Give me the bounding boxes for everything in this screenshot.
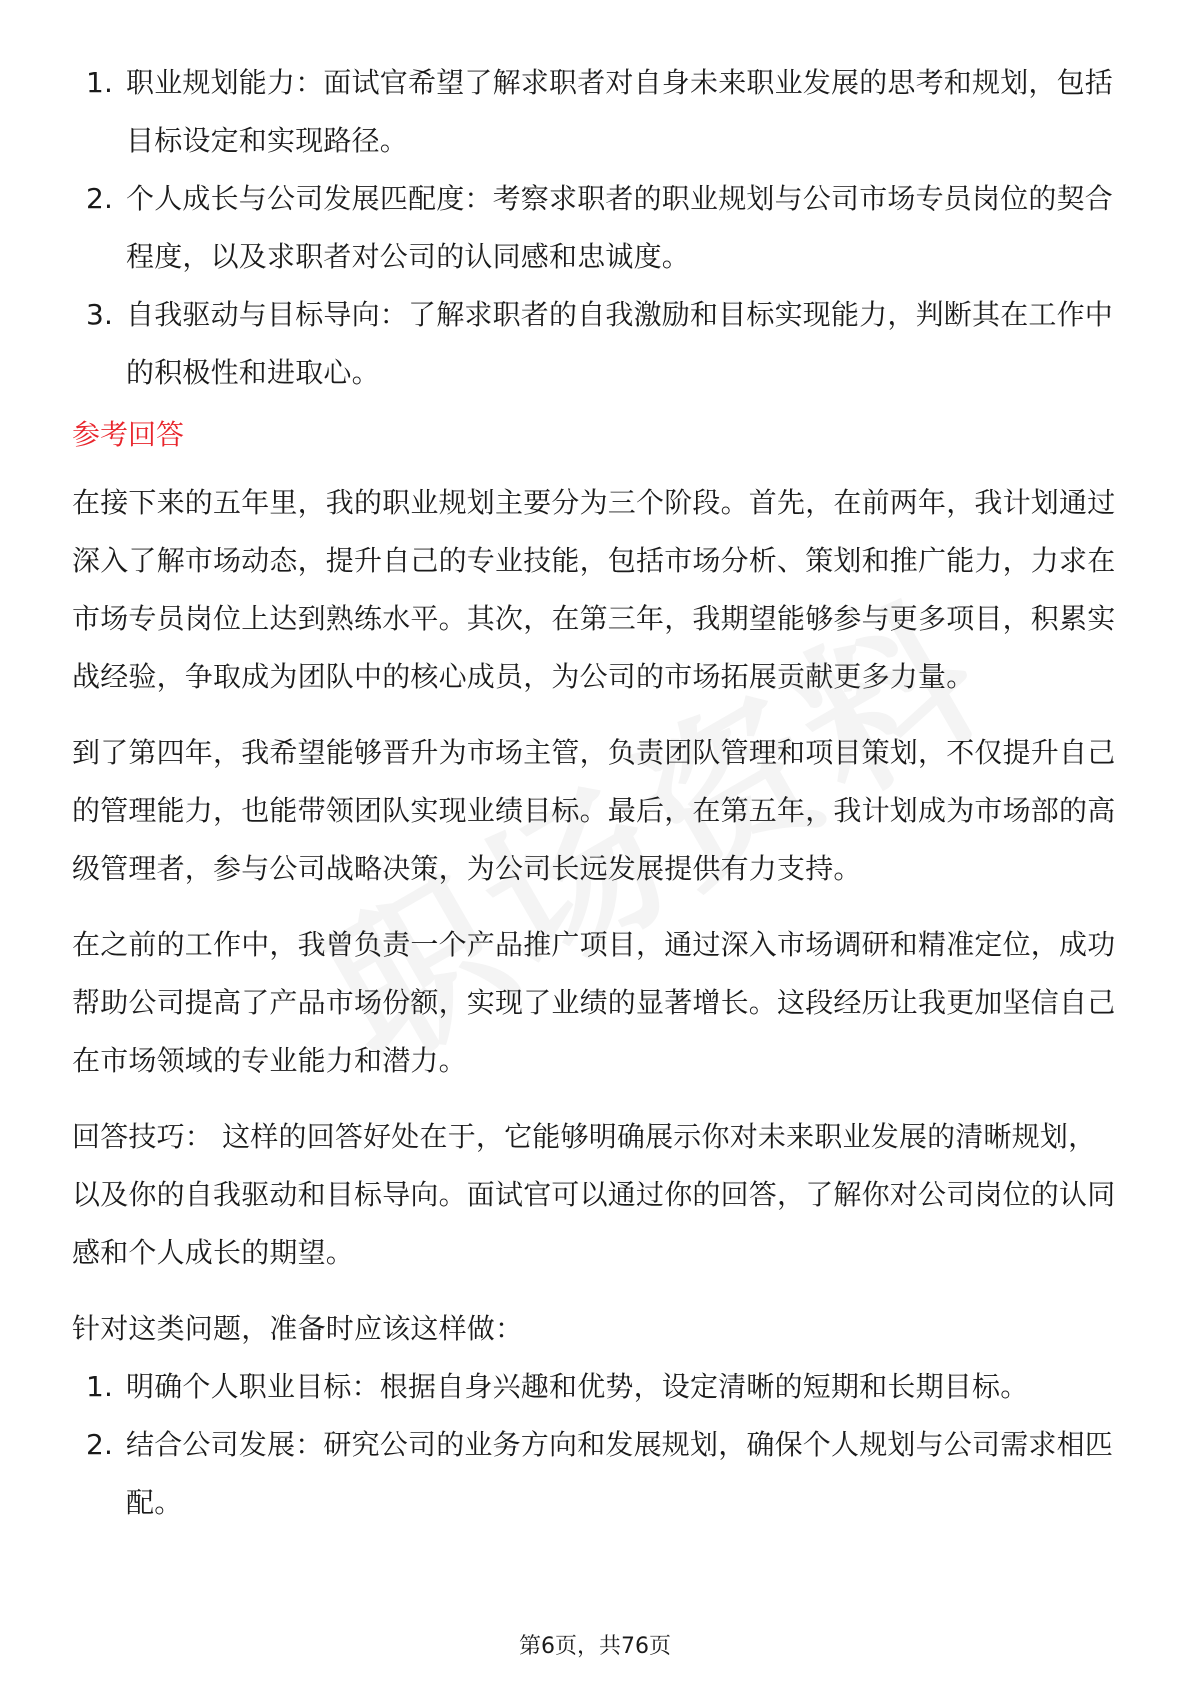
paragraph: 在之前的工作中，我曾负责一个产品推广项目，通过深入市场调研和精准定位，成功帮助公司提高了产品市场份额，实现了业绩的显著增长。这段经历让我更加坚信自己在市场领域的专业能力和潜力。 xyxy=(72,928,1116,1077)
list-item xyxy=(72,286,1120,402)
list-text: 结合公司发展：研究公司的业务方向和发展规划，确保个人规划与公司需求相匹配。 xyxy=(126,1428,1114,1519)
list-item xyxy=(72,1416,1120,1532)
list-text: 明确个人职业目标：根据自身兴趣和优势，设定清晰的短期和长期目标。 xyxy=(126,1370,1029,1403)
section-heading: 参考回答 xyxy=(72,418,185,451)
prep-intro-paragraph: 针对这类问题，准备时应该这样做： xyxy=(72,1312,524,1345)
list-number: 3. xyxy=(86,298,114,331)
prep-list xyxy=(72,1358,1120,1532)
list-item xyxy=(72,54,1120,170)
list-number: 1. xyxy=(86,66,114,99)
list-number: 1. xyxy=(86,1370,114,1403)
intro-list xyxy=(72,54,1120,402)
page-content xyxy=(72,54,1120,1532)
list-text: 自我驱动与目标导向：了解求职者的自我激励和目标实现能力，判断其在工作中的积极性和进取心。 xyxy=(126,298,1114,389)
list-number: 2. xyxy=(86,1428,114,1461)
page-footer: 第6页，共76页 xyxy=(519,1634,671,1659)
list-text: 个人成长与公司发展匹配度：考察求职者的职业规划与公司市场专员岗位的契合程度，以及求职者对公司的认同感和忠诚度。 xyxy=(126,182,1114,273)
list-text: 职业规划能力：面试官希望了解求职者对自身未来职业发展的思考和规划，包括目标设定和实现路径。 xyxy=(126,66,1114,157)
answer-tips-paragraph: 回答技巧： 这样的回答好处在于，它能够明确展示你对未来职业发展的清晰规划，以及你的自我驱动和目标导向。面试官可以通过你的回答，了解你对公司岗位的认同感和个人成长的期望。 xyxy=(72,1120,1116,1269)
paragraph: 到了第四年，我希望能够晋升为市场主管，负责团队管理和项目策划，不仅提升自己的管理能力，也能带领团队实现业绩目标。最后，在第五年，我计划成为市场部的高级管理者，参与公司战略决策，为公司长远发展提供有力支持。 xyxy=(72,736,1116,885)
list-item xyxy=(72,1358,1120,1416)
paragraph: 在接下来的五年里，我的职业规划主要分为三个阶段。首先，在前两年，我计划通过深入了解市场动态，提升自己的专业技能，包括市场分析、策划和推广能力，力求在市场专员岗位上达到熟练水平。其次，在第三年，我期望能够参与更多项目，积累实战经验，争取成为团队中的核心成员，为公司的市场拓展贡献更多力量。 xyxy=(72,486,1116,693)
list-number: 2. xyxy=(86,182,114,215)
list-item xyxy=(72,170,1120,286)
